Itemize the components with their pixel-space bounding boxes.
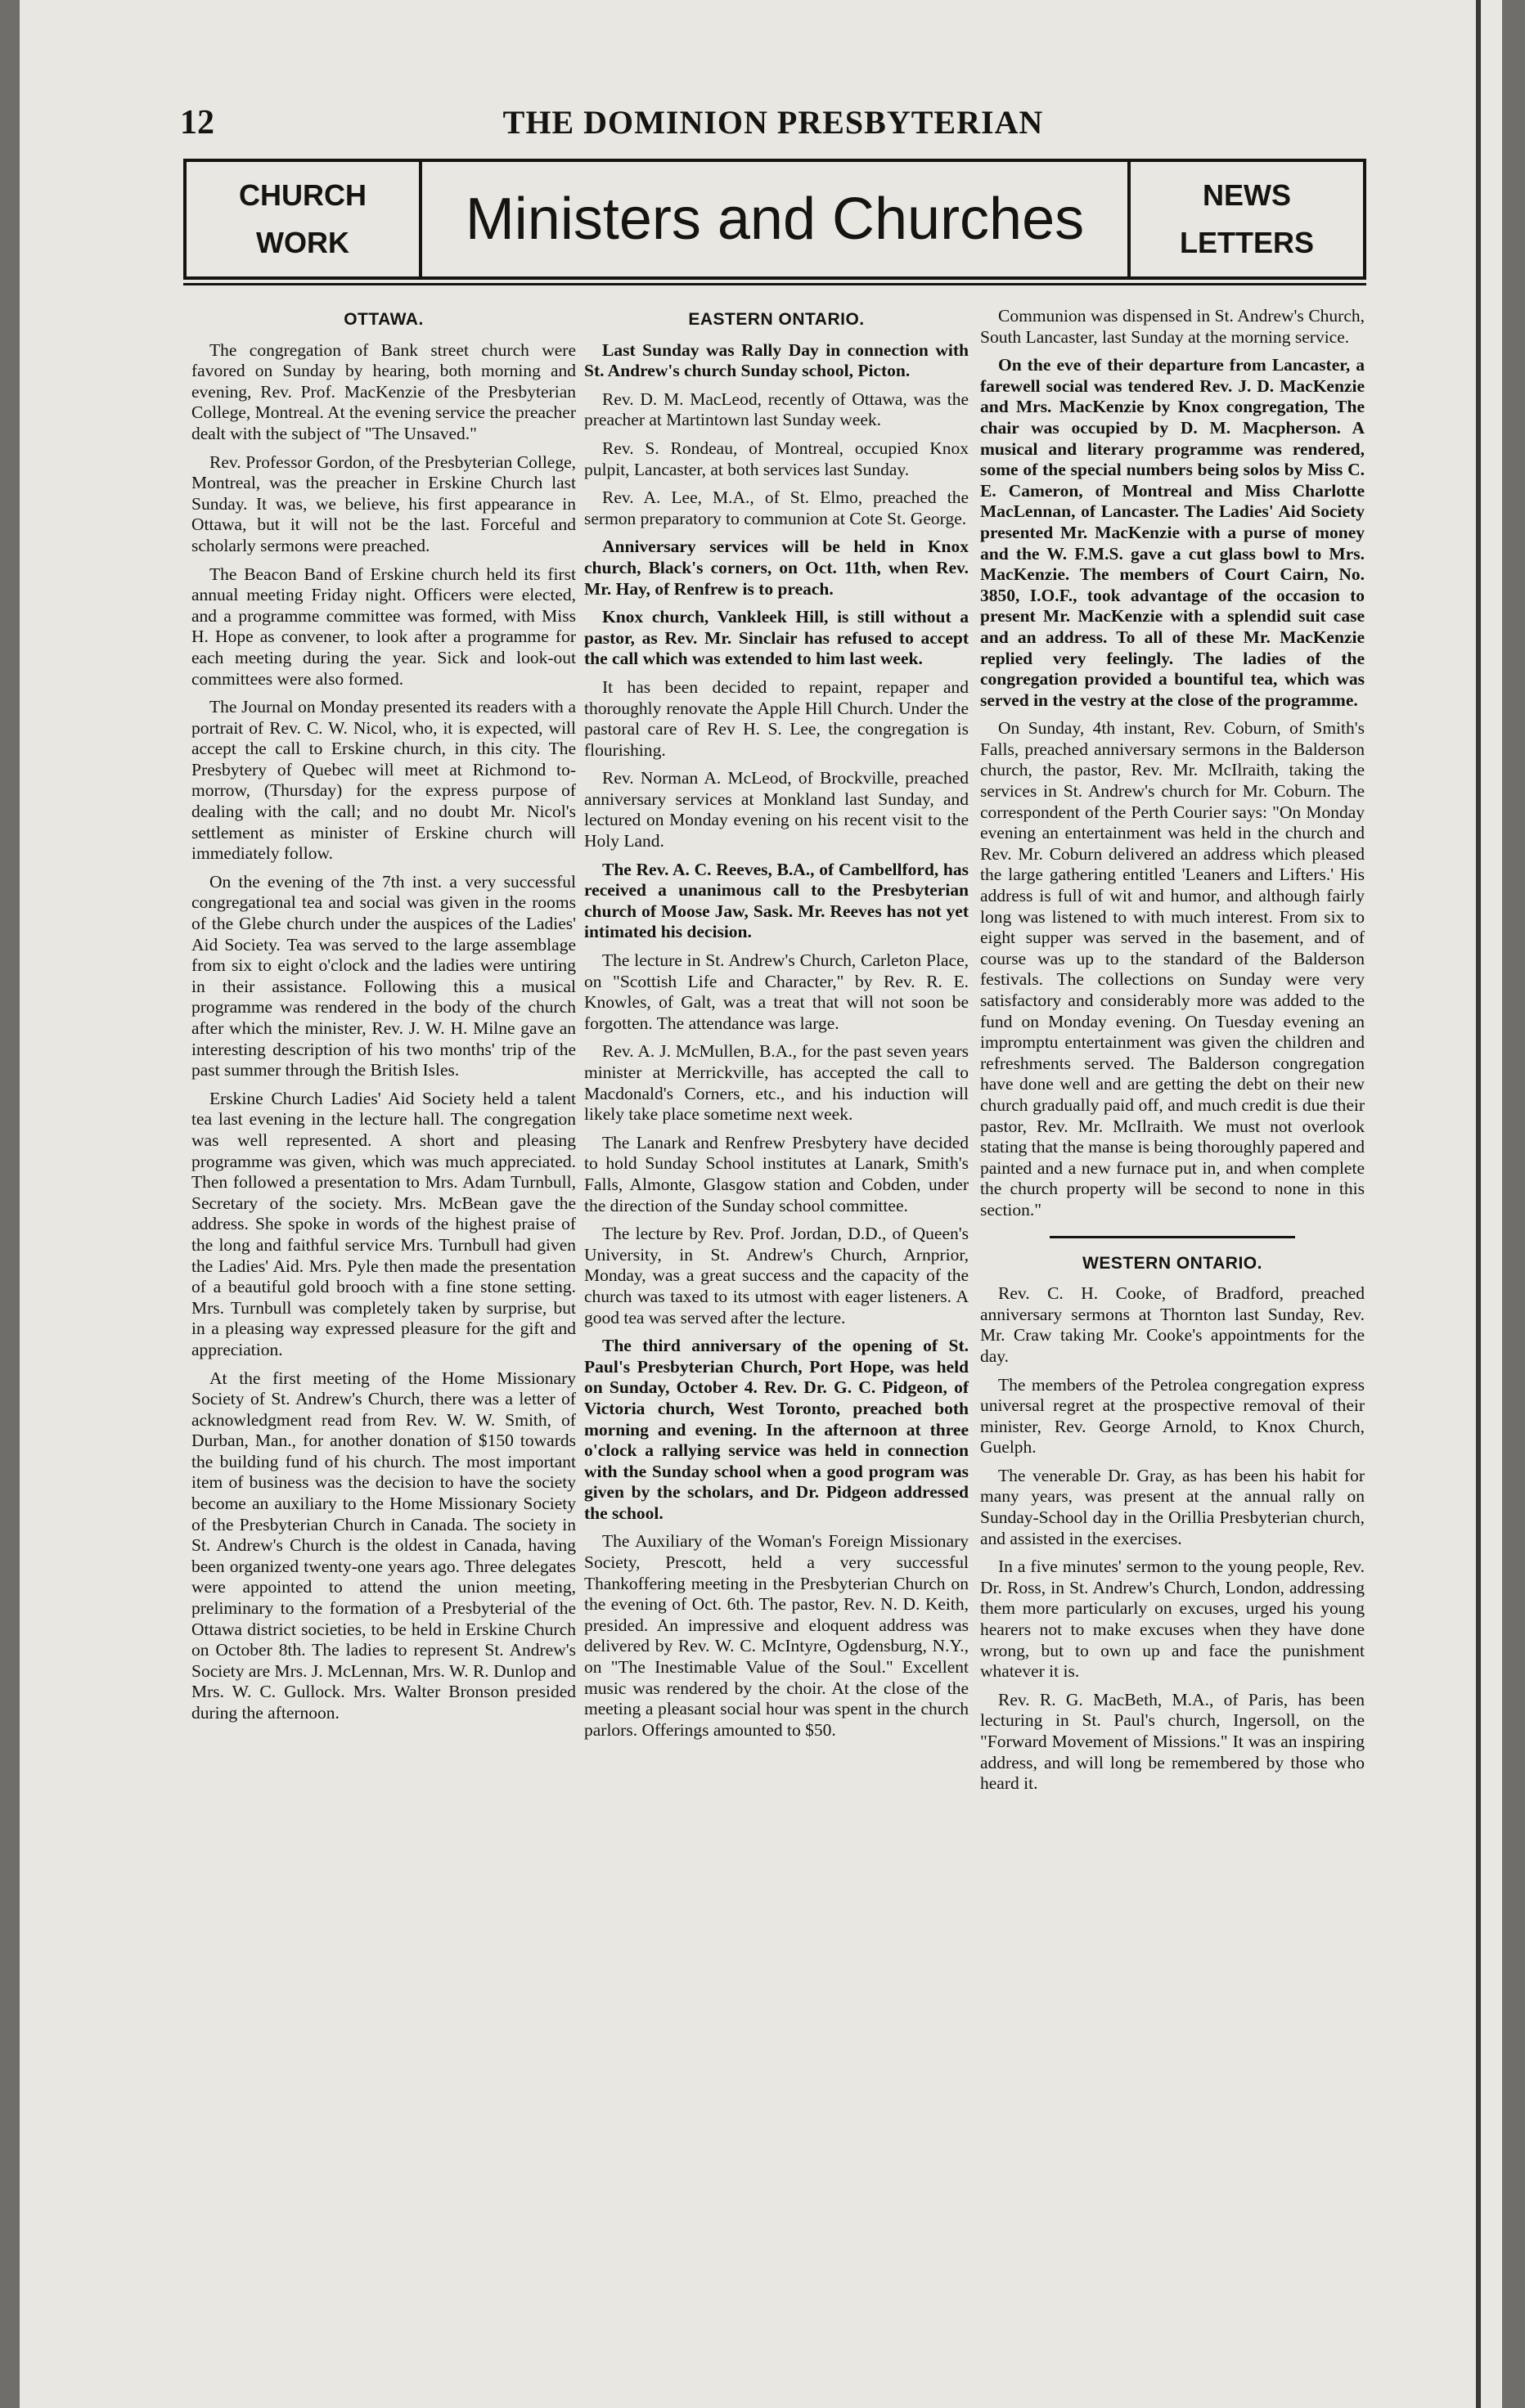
news-paragraph: Rev. S. Rondeau, of Montreal, occupied Knox pulpit, Lancaster, at both services last Sunday. (584, 438, 969, 479)
news-paragraph: Rev. A. J. McMullen, B.A., for the past seven years minister at Merrickville, has accepted the call to Macdonald's Corners, etc., and his induction will likely take place sometime next week. (584, 1041, 969, 1125)
column-2 (584, 306, 969, 1748)
section-divider (1050, 1236, 1295, 1238)
page-header (180, 103, 1366, 147)
news-paragraph: Communion was dispensed in St. Andrew's Church, South Lancaster, last Sunday at the morning service. (980, 306, 1365, 347)
news-paragraph: The members of the Petrolea congregation express universal regret at the prospective removal of their minister, Rev. George Arnold, to Knox Church, Guelph. (980, 1374, 1365, 1458)
news-paragraph: The lecture in St. Andrew's Church, Carleton Place, on "Scottish Life and Character," by Rev. R. E. Knowles, of Galt, was a treat that will not soon be forgotten. The attendance was large. (584, 950, 969, 1033)
banner-left-line1: CHURCH (239, 178, 367, 212)
news-paragraph: Rev. Professor Gordon, of the Presbyterian College, Montreal, was the preacher in Erskine Church last Sunday. It was, we believe, his first appearance in Ottawa, but it will not be the last. Forceful and scholarly sermons were preached. (191, 452, 576, 555)
news-paragraph: The congregation of Bank street church were favored on Sunday by hearing, both morning and evening, Rev. Prof. MacKenzie of the Presbyterian College, Montreal. At the evening service the preacher dealt with the subject of "The Unsaved." (191, 339, 576, 443)
paper-title: THE DOMINION PRESBYTERIAN (502, 104, 1044, 141)
banner-title: Ministers and Churches (465, 186, 1085, 252)
news-paragraph: Anniversary services will be held in Knox church, Black's corners, on Oct. 11th, when Rev. Mr. Hay, of Renfrew is to preach. (584, 537, 969, 599)
page-number: 12 (180, 104, 214, 142)
news-paragraph: Erskine Church Ladies' Aid Society held a talent tea last evening in the lecture hall. The congregation was well represented. A short and pleasing programme was given, which was much appreciated. Then followed a presentation to Mrs. Adam Turnbull, Secretary of the society. Mrs. McBean gave the address. She spoke in words of the highest praise of the long and faithful service Mrs. Turnbull had given the Ladies' Aid. Mrs. Pyle then made the presentation of a beautiful gold brooch with a fine stone setting. Mrs. Turnbull was completely taken by surprise, but in a pleasing way expressed pleasure for the gift and appreciation. (191, 1088, 576, 1359)
news-paragraph: Rev. C. H. Cooke, of Bradford, preached anniversary sermons at Thornton last Sunday, Rev. Mr. Craw taking Mr. Cooke's appointments for the day. (980, 1283, 1365, 1366)
news-paragraph: It has been decided to repaint, repaper and thoroughly renovate the Apple Hill Church. Under the pastoral care of Rev H. S. Lee, the congregation is flourishing. (584, 676, 969, 760)
newspaper-page (20, 0, 1502, 2408)
news-paragraph: The Journal on Monday presented its readers with a portrait of Rev. C. W. Nicol, who, it is expected, will accept the call to Erskine church, in this city. The Presbytery of Quebec will meet at Richmond to-morrow, (Thursday) for the express purpose of dealing with the call; and no doubt Mr. Nicol's settlement as minister of Erskine church will immediately follow. (191, 697, 576, 864)
banner-right-line2: LETTERS (1179, 226, 1314, 259)
section-heading: OTTAWA. (344, 310, 424, 329)
news-paragraph: On Sunday, 4th instant, Rev. Coburn, of Smith's Falls, preached anniversary sermons in the Balderson church, the pastor, Rev. Mr. McIlraith, taking the services in St. Andrew's church for Mr. Coburn. The correspondent of the Perth Courier says: "On Monday evening an entertainment was held in the church and Rev. Mr. Coburn delivered an address which pleased the large gathering entitled 'Leaners and Lifters.' His address is full of wit and humor, and although fairly long was listened to with much interest. From six to eight supper was served in the basement, and of course was up to the standard of the Balderson festivals. The collections on Sunday were very satisfactory and considerably more was added to the fund on Monday evening. On Tuesday evening an impromptu entertainment was given the children and refreshments served. The Balderson congregation have done well and are getting the debt on their new church gradually paid off, and much credit is due their pastor, Rev. Mr. McIlraith. We must not overlook stating that the manse is being thoroughly papered and painted and a new furnace put in, and when complete the church property will be second to none in this section." (980, 718, 1365, 1220)
page-edge-shadow (1476, 0, 1481, 2408)
banner-left-box (187, 162, 422, 276)
news-paragraph: The Auxiliary of the Woman's Foreign Missionary Society, Prescott, held a very successful Thankoffering meeting in the Presbyterian Church on the evening of Oct. 6th. The pastor, Rev. N. D. Keith, presided. An impressive and eloquent address was delivered by Rev. W. C. McIntyre, Ogdensburg, N.Y., on "The Inestimable Value of the Soul." Excellent music was rendered by the choir. At the close of the meeting a pleasant social hour was spent in the church parlors. Offerings amounted to $50. (584, 1531, 969, 1740)
news-paragraph: In a five minutes' sermon to the young people, Rev. Dr. Ross, in St. Andrew's Church, London, addressing them more particularly on excuses, urged his young hearers not to make excuses when they have done wrong, but to own up and face the punishment whatever it is. (980, 1557, 1365, 1682)
column-3 (980, 306, 1365, 1802)
news-paragraph: Rev. Norman A. McLeod, of Brockville, preached anniversary services at Monkland last Sunday, and lectured on Monday evening on his recent visit to the Holy Land. (584, 768, 969, 851)
column-1 (191, 306, 576, 1732)
news-paragraph: The venerable Dr. Gray, as has been his habit for many years, was present at the annual rally on Sunday-School day in the Orillia Presbyterian church, and assisted in the exercises. (980, 1465, 1365, 1548)
news-paragraph: Rev. A. Lee, M.A., of St. Elmo, preached the sermon preparatory to communion at Cote St. George. (584, 487, 969, 528)
news-paragraph: At the first meeting of the Home Missionary Society of St. Andrew's Church, there was a letter of acknowledgment read from Rev. W. W. Smith, of Durban, Man., for another donation of $150 towards the building fund of his church. The most important item of business was the decision to have the society become an auxiliary to the Home Missionary Society of the Presbyterian Church in Canada. The society in St. Andrew's Church is the oldest in Canada, having been organized twenty-one years ago. Three delegates were appointed to attend the union meeting, preliminary to the formation of a Presbyterial of the Ottawa district societies, to be held in Erskine Church on October 8th. The ladies to represent St. Andrew's Society are Mrs. J. McLennan, Mrs. W. R. Dunlop and Mrs. W. C. Gullock. Mrs. Walter Bronson presided during the afternoon. (191, 1368, 576, 1723)
news-paragraph: Rev. R. G. MacBeth, M.A., of Paris, has been lecturing in St. Paul's church, Ingersoll, on the "Forward Movement of Missions." It was an inspiring address, and will long be remembered by those who heard it. (980, 1689, 1365, 1794)
news-paragraph: The Beacon Band of Erskine church held its first annual meeting Friday night. Officers were elected, and a programme committee was formed, with Miss H. Hope as convener, to look after a programme for each meeting during the year. Sick and look-out committees were also formed. (191, 564, 576, 689)
news-paragraph: Knox church, Vankleek Hill, is still without a pastor, as Rev. Mr. Sinclair has refused to accept the call which was extended to him last week. (584, 607, 969, 669)
news-paragraph: Rev. D. M. MacLeod, recently of Ottawa, was the preacher at Martintown last Sunday week. (584, 389, 969, 430)
news-paragraph: The lecture by Rev. Prof. Jordan, D.D., of Queen's University, in St. Andrew's Church, Arnprior, Monday, was a great success and the capacity of the church was taxed to its utmost with eager listeners. A good tea was served after the lecture. (584, 1224, 969, 1328)
banner-rule (183, 283, 1366, 285)
news-paragraph: On the eve of their departure from Lancaster, a farewell social was tendered Rev. J. D. MacKenzie and Mrs. MacKenzie by Knox congregation, The chair was occupied by D. M. Macpherson. A musical and literary programme was rendered, some of the special numbers being solos by Miss C. E. Cameron, of Montreal and Miss Charlotte MacLennan, of Lancaster. The Ladies' Aid Society presented Mr. MacKenzie with a purse of money and the W. F.M.S. gave a cut glass bowl to Mrs. MacKenzie. The members of Court Cairn, No. 3850, I.O.F., took advantage of the occasion to present Mr. MacKenzie with a splendid suit case and an address. To all of these Mr. MacKenzie replied very feelingly. The ladies of the congregation provided a bountiful tea, which was served in the vestry at the close of the programme. (980, 355, 1365, 710)
news-paragraph: The Lanark and Renfrew Presbytery have decided to hold Sunday School institutes at Lanark, Smith's Falls, Almonte, Glasgow station and Cobden, under the direction of the Sunday school committee. (584, 1132, 969, 1215)
banner-right-line1: NEWS (1203, 178, 1291, 212)
section-heading: EASTERN ONTARIO. (688, 310, 865, 329)
section-heading: WESTERN ONTARIO. (1082, 1253, 1262, 1273)
news-paragraph: The Rev. A. C. Reeves, B.A., of Cambellford, has received a unanimous call to the Presbyterian church of Moose Jaw, Sask. Mr. Reeves has not yet intimated his decision. (584, 859, 969, 942)
banner-right-box (1127, 162, 1363, 276)
section-banner (183, 159, 1366, 280)
banner-left-line2: WORK (256, 226, 349, 259)
news-paragraph: On the evening of the 7th inst. a very successful congregational tea and social was given in the rooms of the Glebe church under the auspices of the Ladies' Aid Society. Tea was served to the large assemblage from six to eight o'clock and the ladies were untiring in their assistance. Following this a musical programme was rendered in the body of the church after which the minister, Rev. J. W. H. Milne gave an interesting description of his two months' trip of the past summer through the British Isles. (191, 871, 576, 1080)
news-paragraph: The third anniversary of the opening of St. Paul's Presbyterian Church, Port Hope, was held on Sunday, October 4. Rev. Dr. G. C. Pidgeon, of Victoria church, West Toronto, preached both morning and evening. In the afternoon at three o'clock a rallying service was held in connection with the Sunday school when a good program was given by the scholars, and Dr. Pidgeon addressed the school. (584, 1336, 969, 1523)
news-paragraph: Last Sunday was Rally Day in connection with St. Andrew's church Sunday school, Picton. (584, 339, 969, 381)
